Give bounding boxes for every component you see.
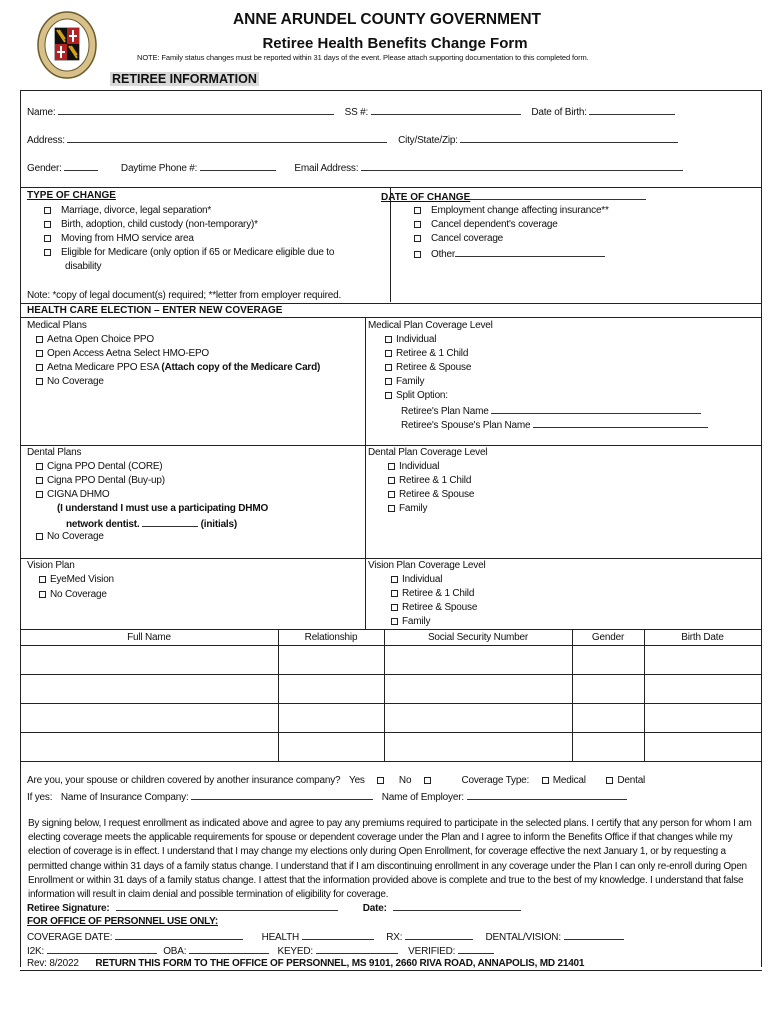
medical-aetna-hmo[interactable]: Open Access Aetna Select HMO-EPO bbox=[36, 348, 209, 359]
page-title: ANNE ARUNDEL COUNTY GOVERNMENT bbox=[232, 11, 541, 28]
medical-level-spouse[interactable]: Retiree & Spouse bbox=[385, 362, 471, 373]
change-cancel-coverage[interactable]: Cancel coverage bbox=[414, 233, 503, 244]
form-subtitle: Retiree Health Benefits Change Form bbox=[262, 35, 528, 52]
checkbox[interactable] bbox=[44, 249, 51, 256]
checkbox[interactable] bbox=[388, 491, 395, 498]
vision-level-title: Vision Plan Coverage Level bbox=[368, 560, 486, 571]
checkbox[interactable] bbox=[36, 364, 43, 371]
no-checkbox[interactable] bbox=[424, 777, 431, 784]
checkbox[interactable] bbox=[391, 618, 398, 625]
change-note: Note: *copy of legal document(s) required; **letter from employer required. bbox=[27, 290, 342, 301]
vision-eyemed[interactable]: EyeMed Vision bbox=[39, 574, 114, 585]
dental-plans-title: Dental Plans bbox=[27, 447, 82, 458]
dental-checkbox[interactable] bbox=[606, 777, 613, 784]
city-field[interactable] bbox=[460, 133, 678, 143]
checkbox[interactable] bbox=[39, 576, 46, 583]
col-relationship: Relationship bbox=[304, 632, 358, 643]
checkbox[interactable] bbox=[388, 477, 395, 484]
checkbox[interactable] bbox=[44, 221, 51, 228]
checkbox[interactable] bbox=[36, 477, 43, 484]
type-of-change-title: TYPE OF CHANGE bbox=[27, 190, 116, 201]
vision-level-spouse[interactable]: Retiree & Spouse bbox=[391, 602, 477, 613]
dental-no-coverage[interactable]: No Coverage bbox=[36, 531, 104, 542]
change-marriage[interactable]: Marriage, divorce, legal separation* bbox=[44, 205, 211, 216]
retiree-info-title: RETIREE INFORMATION bbox=[112, 72, 257, 86]
yes-checkbox[interactable] bbox=[377, 777, 384, 784]
revision: Rev: 8/2022 bbox=[27, 958, 79, 969]
return-instructions: RETURN THIS FORM TO THE OFFICE OF PERSONNEL, MS 9101, 2660 RIVA ROAD, ANNAPOLIS, MD 21401 bbox=[95, 958, 585, 969]
checkbox[interactable] bbox=[391, 576, 398, 583]
office-row-1: COVERAGE DATE: HEALTH RX: DENTAL/VISION: bbox=[27, 930, 624, 943]
if-yes-row[interactable]: If yes: Name of Insurance Company: Name of Employer: bbox=[27, 790, 627, 803]
spouse-plan-name[interactable]: Retiree's Spouse's Plan Name bbox=[401, 418, 708, 431]
checkbox[interactable] bbox=[414, 251, 421, 258]
vision-level-individual[interactable]: Individual bbox=[391, 574, 442, 585]
checkbox[interactable] bbox=[385, 350, 392, 357]
dob-label: Date of Birth: bbox=[531, 107, 587, 118]
change-employment[interactable]: Employment change affecting insurance** bbox=[414, 205, 609, 216]
address-field[interactable] bbox=[67, 133, 387, 143]
medical-level-child[interactable]: Retiree & 1 Child bbox=[385, 348, 468, 359]
other-insurance-row: Are you, your spouse or children covered by another insurance company? Yes No Coverage Type: Medical Dental bbox=[27, 775, 646, 786]
checkbox[interactable] bbox=[385, 364, 392, 371]
change-birth[interactable]: Birth, adoption, child custody (non-temporary)* bbox=[44, 219, 258, 230]
checkbox[interactable] bbox=[391, 604, 398, 611]
medical-checkbox[interactable] bbox=[542, 777, 549, 784]
checkbox[interactable] bbox=[44, 235, 51, 242]
ss-label: SS #: bbox=[344, 107, 369, 118]
dental-level-individual[interactable]: Individual bbox=[388, 461, 439, 472]
change-other[interactable]: Other bbox=[414, 247, 605, 260]
footer-row bbox=[27, 958, 584, 969]
header-note: NOTE: Family status changes must be reported within 31 days of the event. Please attach supporting documentation to this completed form. bbox=[137, 53, 589, 62]
col-full-name: Full Name bbox=[127, 632, 171, 643]
city-label: City/State/Zip: bbox=[398, 135, 458, 146]
medical-plans-title: Medical Plans bbox=[27, 320, 87, 331]
dental-level-title: Dental Plan Coverage Level bbox=[368, 447, 488, 458]
checkbox[interactable] bbox=[36, 491, 43, 498]
dob-field[interactable] bbox=[589, 105, 675, 115]
election-title: HEALTH CARE ELECTION – ENTER NEW COVERAGE bbox=[27, 305, 283, 316]
dental-cigna-buyup[interactable]: Cigna PPO Dental (Buy-up) bbox=[36, 475, 165, 486]
medical-level-family[interactable]: Family bbox=[385, 376, 424, 387]
change-cancel-dependent[interactable]: Cancel dependent's coverage bbox=[414, 219, 558, 230]
medical-level-title: Medical Plan Coverage Level bbox=[368, 320, 493, 331]
checkbox[interactable] bbox=[385, 378, 392, 385]
phone-field[interactable] bbox=[200, 161, 276, 171]
ss-field[interactable] bbox=[371, 105, 521, 115]
checkbox[interactable] bbox=[385, 392, 392, 399]
address-label: Address: bbox=[27, 135, 65, 146]
phone-label: Daytime Phone #: bbox=[120, 163, 198, 174]
checkbox[interactable] bbox=[414, 235, 421, 242]
dhmo-note-2[interactable]: network dentist. (initials) bbox=[66, 519, 238, 530]
change-medicare-cont: disability bbox=[65, 261, 102, 272]
dental-level-child[interactable]: Retiree & 1 Child bbox=[388, 475, 471, 486]
col-gender: Gender bbox=[591, 632, 625, 643]
signature-field[interactable] bbox=[116, 901, 338, 911]
dental-cigna-core[interactable]: Cigna PPO Dental (CORE) bbox=[36, 461, 162, 472]
change-moving[interactable]: Moving from HMO service area bbox=[44, 233, 194, 244]
checkbox[interactable] bbox=[44, 207, 51, 214]
signature-date-field[interactable] bbox=[393, 901, 521, 911]
checkbox[interactable] bbox=[36, 336, 43, 343]
date-of-change-title: DATE OF CHANGE bbox=[381, 190, 646, 203]
checkbox[interactable] bbox=[414, 221, 421, 228]
vision-no-coverage[interactable]: No Coverage bbox=[39, 589, 107, 600]
medical-level-split[interactable]: Split Option: bbox=[385, 390, 448, 401]
checkbox[interactable] bbox=[385, 336, 392, 343]
dental-level-spouse[interactable]: Retiree & Spouse bbox=[388, 489, 474, 500]
checkbox[interactable] bbox=[36, 350, 43, 357]
col-birth-date: Birth Date bbox=[681, 632, 724, 643]
dental-cigna-dhmo[interactable]: CIGNA DHMO bbox=[36, 489, 109, 500]
medical-level-individual[interactable]: Individual bbox=[385, 334, 436, 345]
checkbox[interactable] bbox=[39, 591, 46, 598]
vision-plan-title: Vision Plan bbox=[27, 560, 75, 571]
name-label: Name: bbox=[27, 107, 56, 118]
signature-row[interactable]: Retiree Signature: Date: bbox=[27, 901, 521, 914]
name-field[interactable] bbox=[58, 105, 334, 115]
dhmo-note-1: (I understand I must use a participating DHMO bbox=[57, 503, 269, 514]
checkbox[interactable] bbox=[36, 533, 43, 540]
dental-level-family[interactable]: Family bbox=[388, 503, 427, 514]
certification-text: By signing below, I request enrollment as indicated above and agree to pay any premiums required to participate in the selected plans. I certify that any person for whom I am electing coverage meets the applicable requirements for spouse or dependent coverage under the Plan and I agree to inform the Benefits Office if that changes while my election of coverage is in effect. I understand that I may change my elections only during Open Enrollment, for coverage effective the next January 1, or by requesting a permitted change within 31 days of a family status change. I understand that if I am discontinuing enrollment in any coverage under the Plan I can only re-enroll during Open Enrollment or within 31 days of a family status change. I attest that the information provided above is complete and true to the best of my knowledge. I understand that false information will result in claim denial and possible termination of eligibility for coverage. bbox=[28, 818, 752, 901]
checkbox[interactable] bbox=[388, 505, 395, 512]
email-label: Email Address: bbox=[294, 163, 359, 174]
employer-field[interactable] bbox=[467, 790, 627, 800]
retiree-plan-name[interactable]: Retiree's Plan Name bbox=[401, 404, 701, 417]
gender-label: Gender: bbox=[27, 163, 62, 174]
medical-no-coverage[interactable]: No Coverage bbox=[36, 376, 104, 387]
checkbox[interactable] bbox=[391, 590, 398, 597]
email-field[interactable] bbox=[361, 161, 683, 171]
gender-field[interactable] bbox=[64, 161, 98, 171]
checkbox[interactable] bbox=[36, 378, 43, 385]
medical-aetna-medicare[interactable]: Aetna Medicare PPO ESA (Attach copy of the Medicare Card) bbox=[36, 362, 320, 373]
change-medicare[interactable]: Eligible for Medicare (only option if 65 or Medicare eligible due to bbox=[44, 247, 334, 258]
office-title: FOR OFFICE OF PERSONNEL USE ONLY: bbox=[27, 916, 219, 927]
checkbox[interactable] bbox=[36, 463, 43, 470]
vision-level-child[interactable]: Retiree & 1 Child bbox=[391, 588, 474, 599]
checkbox[interactable] bbox=[388, 463, 395, 470]
vision-level-family[interactable]: Family bbox=[391, 616, 430, 627]
medical-aetna-ppo[interactable]: Aetna Open Choice PPO bbox=[36, 334, 154, 345]
company-field[interactable] bbox=[191, 790, 373, 800]
col-ssn: Social Security Number bbox=[427, 632, 529, 643]
checkbox[interactable] bbox=[414, 207, 421, 214]
office-row-2: I2K: OBA: KEYED: VERIFIED: bbox=[27, 944, 494, 957]
